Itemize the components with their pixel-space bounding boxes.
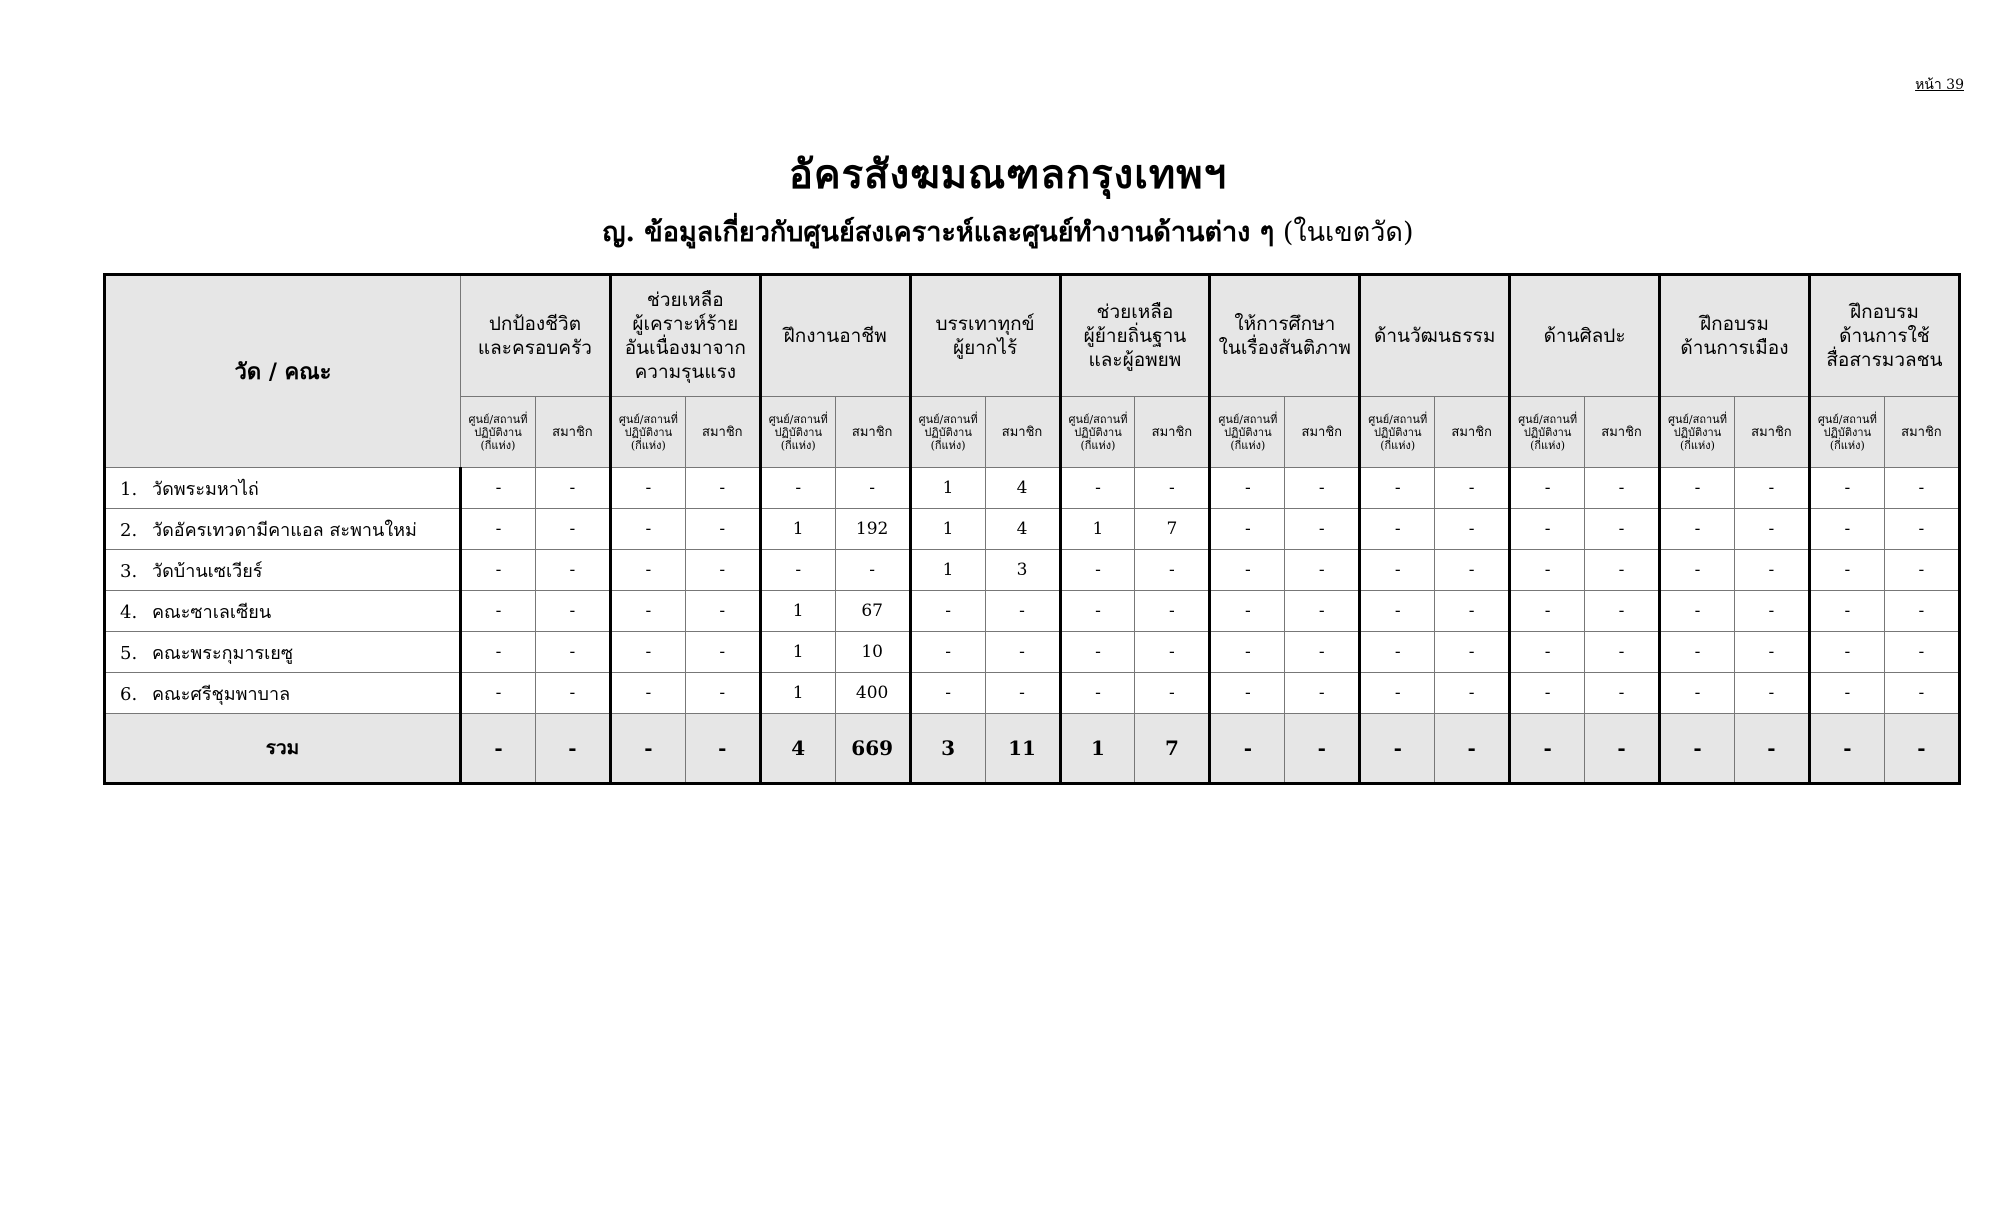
sub-header-line: ปฏิบัติงาน xyxy=(624,425,673,439)
table-body xyxy=(105,468,1960,714)
group-header-4 xyxy=(910,275,1060,397)
sub-header-members: สมาชิก xyxy=(685,397,760,468)
table-cell: - xyxy=(1809,632,1884,673)
group-header-line: ผู้เคราะห์ร้าย xyxy=(632,313,739,335)
table-cell: - xyxy=(1734,673,1809,714)
row-name: คณะซาเลเซียน xyxy=(152,601,272,623)
sub-header-line: (กี่แห่ง) xyxy=(480,438,516,452)
row-name-cell xyxy=(105,550,461,591)
table-row xyxy=(105,468,1960,509)
sub-header-line: ศูนย์/สถานที่ xyxy=(1068,412,1128,426)
row-name: วัดพระมหาไถ่ xyxy=(152,478,259,500)
group-header-line: ให้การศึกษา xyxy=(1234,313,1336,335)
table-cell: - xyxy=(610,591,685,632)
table-cell: - xyxy=(1884,632,1959,673)
row-name-cell xyxy=(105,673,461,714)
sub-header-members: สมาชิก xyxy=(1585,397,1660,468)
group-header-line: และครอบครัว xyxy=(477,337,592,359)
sub-header-line: (กี่แห่ง) xyxy=(1080,438,1116,452)
sub-header-members: สมาชิก xyxy=(1135,397,1210,468)
total-row xyxy=(105,714,1960,784)
sub-header-line: ศูนย์/สถานที่ xyxy=(1368,412,1428,426)
table-cell: - xyxy=(1660,673,1735,714)
table-cell: - xyxy=(610,632,685,673)
table-cell: - xyxy=(1210,468,1285,509)
table-cell: - xyxy=(1660,591,1735,632)
row-number: 1. xyxy=(120,478,138,500)
row-name-cell xyxy=(105,632,461,673)
sub-header-line: ปฏิบัติงาน xyxy=(1074,425,1122,439)
table-cell: 7 xyxy=(1135,509,1210,550)
table-cell: 192 xyxy=(835,509,910,550)
table-cell: - xyxy=(1285,673,1360,714)
total-cell: - xyxy=(1360,714,1435,784)
table-row xyxy=(105,673,1960,714)
table-cell: - xyxy=(1510,468,1585,509)
table-cell: - xyxy=(610,468,685,509)
table-cell: 400 xyxy=(835,673,910,714)
table-cell: - xyxy=(685,632,760,673)
table-cell: - xyxy=(1135,673,1210,714)
row-name-cell xyxy=(105,509,461,550)
table-cell: - xyxy=(535,509,610,550)
group-header-8 xyxy=(1510,275,1660,397)
sub-header-line: (กี่แห่ง) xyxy=(780,438,816,452)
table-cell: - xyxy=(1435,673,1510,714)
table-cell: - xyxy=(1585,550,1660,591)
table-cell: - xyxy=(1360,673,1435,714)
group-header-line: ฝึกอบรม xyxy=(1700,313,1769,335)
sub-header-line: (กี่แห่ง) xyxy=(1380,438,1416,452)
table-cell: - xyxy=(1734,632,1809,673)
table-cell: 4 xyxy=(985,509,1060,550)
sub-header-members: สมาชิก xyxy=(535,397,610,468)
total-cell: - xyxy=(535,714,610,784)
row-name: คณะพระกุมารเยซู xyxy=(152,642,294,664)
table-cell: - xyxy=(685,673,760,714)
table-cell: - xyxy=(535,591,610,632)
group-header-line: ด้านการใช้ xyxy=(1839,325,1930,347)
table-cell: - xyxy=(535,550,610,591)
table-cell: - xyxy=(1884,591,1959,632)
sub-header-line: ศูนย์/สถานที่ xyxy=(918,412,978,426)
row-number: 6. xyxy=(120,683,138,705)
statistics-table xyxy=(103,273,1961,785)
table-cell: - xyxy=(910,591,985,632)
table-cell: - xyxy=(1210,632,1285,673)
table-cell: - xyxy=(1585,509,1660,550)
sub-header-line: (กี่แห่ง) xyxy=(1679,438,1715,452)
group-header-5 xyxy=(1060,275,1210,397)
group-header-line: ปกป้องชีวิต xyxy=(488,313,582,335)
total-cell: 11 xyxy=(985,714,1060,784)
group-header-row xyxy=(105,275,1960,397)
total-cell: - xyxy=(461,714,536,784)
table-cell: - xyxy=(1360,468,1435,509)
total-cell: 3 xyxy=(910,714,985,784)
table-cell: 10 xyxy=(835,632,910,673)
table-cell: - xyxy=(1135,550,1210,591)
group-header-line: ฝึกงานอาชีพ xyxy=(783,325,887,347)
table-cell: - xyxy=(461,632,536,673)
row-name: วัดอัครเทวดามีคาแอล สะพานใหม่ xyxy=(152,519,417,541)
table-cell: - xyxy=(1210,673,1285,714)
table-cell: - xyxy=(535,468,610,509)
table-cell: - xyxy=(985,632,1060,673)
table-cell: - xyxy=(835,550,910,591)
page-subtitle xyxy=(0,210,2016,253)
table-cell: - xyxy=(1060,591,1135,632)
sub-header-members: สมาชิก xyxy=(1734,397,1809,468)
total-cell: - xyxy=(1585,714,1660,784)
group-header-line: สื่อสารมวลชน xyxy=(1826,349,1943,371)
total-cell: - xyxy=(1734,714,1809,784)
group-header-line: ความรุนแรง xyxy=(634,361,737,383)
sub-header-centers xyxy=(610,397,685,468)
sub-header-centers xyxy=(760,397,835,468)
table-cell: - xyxy=(1435,550,1510,591)
table-cell: - xyxy=(461,468,536,509)
sub-header-centers xyxy=(1060,397,1135,468)
page-number: หน้า 39 xyxy=(1915,77,1964,93)
table-cell: - xyxy=(1809,509,1884,550)
sub-header-line: ปฏิบัติงาน xyxy=(774,425,822,439)
table-cell: 1 xyxy=(760,591,835,632)
corner-header: วัด / คณะ xyxy=(105,275,461,468)
total-cell: - xyxy=(1210,714,1285,784)
table-cell: - xyxy=(835,468,910,509)
table-cell: - xyxy=(985,591,1060,632)
group-header-line: บรรเทาทุกข์ xyxy=(935,313,1035,335)
table-cell: - xyxy=(910,673,985,714)
table-cell: - xyxy=(1884,468,1959,509)
table-cell: - xyxy=(1060,632,1135,673)
table-cell: - xyxy=(1510,673,1585,714)
subtitle-main: ญ. ข้อมูลเกี่ยวกับศูนย์สงเคราะห์และศูนย์ทำงานด้านต่าง ๆ xyxy=(602,217,1275,248)
sub-header-line: ปฏิบัติงาน xyxy=(1523,425,1572,439)
total-cell: - xyxy=(1884,714,1959,784)
sub-header-line: ศูนย์/สถานที่ xyxy=(768,412,828,426)
total-cell: - xyxy=(1809,714,1884,784)
group-header-10 xyxy=(1809,275,1959,397)
group-header-1 xyxy=(461,275,611,397)
table-cell: - xyxy=(1809,591,1884,632)
table-cell: - xyxy=(610,673,685,714)
sub-header-line: (กี่แห่ง) xyxy=(1230,438,1266,452)
sub-header-line: (กี่แห่ง) xyxy=(1829,438,1865,452)
table-cell: - xyxy=(1510,591,1585,632)
table-cell: - xyxy=(1884,509,1959,550)
sub-header-line: ศูนย์/สถานที่ xyxy=(1518,412,1578,426)
table-cell: - xyxy=(1809,468,1884,509)
table-cell: - xyxy=(535,632,610,673)
subtitle-note: (ในเขตวัด) xyxy=(1274,217,1414,248)
sub-header-centers xyxy=(1809,397,1884,468)
table-cell: - xyxy=(1135,468,1210,509)
table-cell: - xyxy=(1660,468,1735,509)
table-cell: - xyxy=(1809,550,1884,591)
table-cell: - xyxy=(1884,673,1959,714)
sub-header-line: ศูนย์/สถานที่ xyxy=(618,412,678,426)
table-cell: - xyxy=(1060,673,1135,714)
row-name-cell xyxy=(105,468,461,509)
group-header-line: ด้านการเมือง xyxy=(1680,337,1789,359)
table-cell: 1 xyxy=(760,673,835,714)
sub-header-centers xyxy=(910,397,985,468)
table-cell: - xyxy=(1285,468,1360,509)
group-header-line: ช่วยเหลือ xyxy=(1096,301,1174,323)
total-cell: - xyxy=(610,714,685,784)
total-cell: - xyxy=(1285,714,1360,784)
table-cell: - xyxy=(1660,550,1735,591)
table-cell: - xyxy=(1360,509,1435,550)
table-cell: - xyxy=(461,509,536,550)
total-cell: - xyxy=(1660,714,1735,784)
group-header-line: ด้านศิลปะ xyxy=(1543,325,1626,347)
total-cell: - xyxy=(685,714,760,784)
table-cell: - xyxy=(610,509,685,550)
table-cell: - xyxy=(1435,591,1510,632)
sub-header-centers xyxy=(1510,397,1585,468)
sub-header-line: ศูนย์/สถานที่ xyxy=(1817,412,1877,426)
table-cell: - xyxy=(1210,550,1285,591)
table-cell: - xyxy=(1734,468,1809,509)
table-cell: - xyxy=(1435,509,1510,550)
sub-header-members: สมาชิก xyxy=(985,397,1060,468)
table-row xyxy=(105,632,1960,673)
table-cell: - xyxy=(1734,509,1809,550)
table-cell: - xyxy=(1660,509,1735,550)
total-label: รวม xyxy=(105,714,461,784)
table-cell: - xyxy=(535,673,610,714)
sub-header-centers xyxy=(1360,397,1435,468)
table-cell: - xyxy=(1585,632,1660,673)
table-cell: - xyxy=(1360,632,1435,673)
table-cell: - xyxy=(1734,591,1809,632)
row-number: 3. xyxy=(120,560,138,582)
table-cell: 4 xyxy=(985,468,1060,509)
total-cell: 1 xyxy=(1060,714,1135,784)
table-cell: - xyxy=(760,550,835,591)
total-cell: 7 xyxy=(1135,714,1210,784)
row-number: 2. xyxy=(120,519,138,541)
table-cell: - xyxy=(1585,673,1660,714)
row-name: คณะศรีชุมพาบาล xyxy=(152,683,291,705)
table-row xyxy=(105,591,1960,632)
sub-header-line: ปฏิบัติงาน xyxy=(1224,425,1272,439)
total-cell: 4 xyxy=(760,714,835,784)
total-cell: - xyxy=(1435,714,1510,784)
table-cell: - xyxy=(610,550,685,591)
group-header-line: ฝึกอบรม xyxy=(1850,301,1919,323)
table-cell: - xyxy=(1285,509,1360,550)
sub-header-line: ปฏิบัติงาน xyxy=(924,425,972,439)
group-header-line: ในเรื่องสันติภาพ xyxy=(1218,337,1351,359)
table-cell: - xyxy=(1360,550,1435,591)
table-cell: - xyxy=(1285,550,1360,591)
group-header-2 xyxy=(610,275,760,397)
table-cell: - xyxy=(1210,591,1285,632)
table-cell: - xyxy=(1510,550,1585,591)
group-header-line: ด้านวัฒนธรรม xyxy=(1374,325,1496,347)
sub-header-line: ปฏิบัติงาน xyxy=(1673,425,1722,439)
table-cell: - xyxy=(1585,468,1660,509)
table-cell: - xyxy=(1510,509,1585,550)
sub-header-members: สมาชิก xyxy=(1285,397,1360,468)
table-cell: - xyxy=(1435,468,1510,509)
sub-header-members: สมาชิก xyxy=(835,397,910,468)
group-header-line: ช่วยเหลือ xyxy=(646,289,724,311)
sub-header-line: (กี่แห่ง) xyxy=(1530,438,1566,452)
group-header-line: และผู้อพยพ xyxy=(1088,349,1182,371)
page-title: อัครสังฆมณฑลกรุงเทพฯ xyxy=(788,151,1228,198)
table-cell: 1 xyxy=(910,468,985,509)
group-header-7 xyxy=(1360,275,1510,397)
table-cell: - xyxy=(685,468,760,509)
sub-header-line: ศูนย์/สถานที่ xyxy=(468,412,528,426)
table-cell: - xyxy=(685,550,760,591)
table-cell: - xyxy=(461,673,536,714)
sub-header-line: ปฏิบัติงาน xyxy=(474,425,522,439)
table-cell: 1 xyxy=(760,632,835,673)
table-cell: 1 xyxy=(760,509,835,550)
table-cell: - xyxy=(1884,550,1959,591)
sub-header-members: สมาชิก xyxy=(1435,397,1510,468)
table-cell: - xyxy=(1060,468,1135,509)
sub-header-centers xyxy=(461,397,536,468)
table-cell: - xyxy=(461,550,536,591)
table-cell: 3 xyxy=(985,550,1060,591)
sub-header-centers xyxy=(1210,397,1285,468)
table-cell: - xyxy=(1734,550,1809,591)
table-cell: 1 xyxy=(910,509,985,550)
table-cell: 1 xyxy=(910,550,985,591)
sub-header-centers xyxy=(1660,397,1735,468)
group-header-6 xyxy=(1210,275,1360,397)
total-cell: - xyxy=(1510,714,1585,784)
sub-header-line: ศูนย์/สถานที่ xyxy=(1218,412,1278,426)
table-cell: - xyxy=(760,468,835,509)
group-header-line: อันเนื่องมาจาก xyxy=(624,337,746,359)
table-cell: 67 xyxy=(835,591,910,632)
table-cell: - xyxy=(1210,509,1285,550)
sub-header-line: (กี่แห่ง) xyxy=(630,438,666,452)
row-name: วัดบ้านเซเวียร์ xyxy=(152,560,263,582)
table-cell: - xyxy=(1585,591,1660,632)
group-header-line: ผู้ยากไร้ xyxy=(952,337,1018,359)
total-cell: 669 xyxy=(835,714,910,784)
table-cell: - xyxy=(461,591,536,632)
sub-header-line: (กี่แห่ง) xyxy=(930,438,966,452)
row-name-cell xyxy=(105,591,461,632)
table-cell: - xyxy=(910,632,985,673)
row-number: 5. xyxy=(120,642,138,664)
table-cell: 1 xyxy=(1060,509,1135,550)
sub-header-members: สมาชิก xyxy=(1884,397,1959,468)
table-cell: - xyxy=(1285,591,1360,632)
table-cell: - xyxy=(1135,591,1210,632)
group-header-line: ผู้ย้ายถิ่นฐาน xyxy=(1083,325,1187,347)
table-row xyxy=(105,509,1960,550)
group-header-9 xyxy=(1660,275,1810,397)
table-cell: - xyxy=(1060,550,1135,591)
table-cell: - xyxy=(1435,632,1510,673)
table-cell: - xyxy=(1660,632,1735,673)
table-cell: - xyxy=(1510,632,1585,673)
table-cell: - xyxy=(1135,632,1210,673)
row-number: 4. xyxy=(120,601,138,623)
table-cell: - xyxy=(685,591,760,632)
table-cell: - xyxy=(1360,591,1435,632)
table-row xyxy=(105,550,1960,591)
group-header-3 xyxy=(760,275,910,397)
table-cell: - xyxy=(1285,632,1360,673)
sub-header-line: ปฏิบัติงาน xyxy=(1373,425,1422,439)
table-cell: - xyxy=(685,509,760,550)
sub-header-line: ศูนย์/สถานที่ xyxy=(1667,412,1727,426)
table-cell: - xyxy=(1809,673,1884,714)
table-cell: - xyxy=(985,673,1060,714)
sub-header-line: ปฏิบัติงาน xyxy=(1823,425,1872,439)
